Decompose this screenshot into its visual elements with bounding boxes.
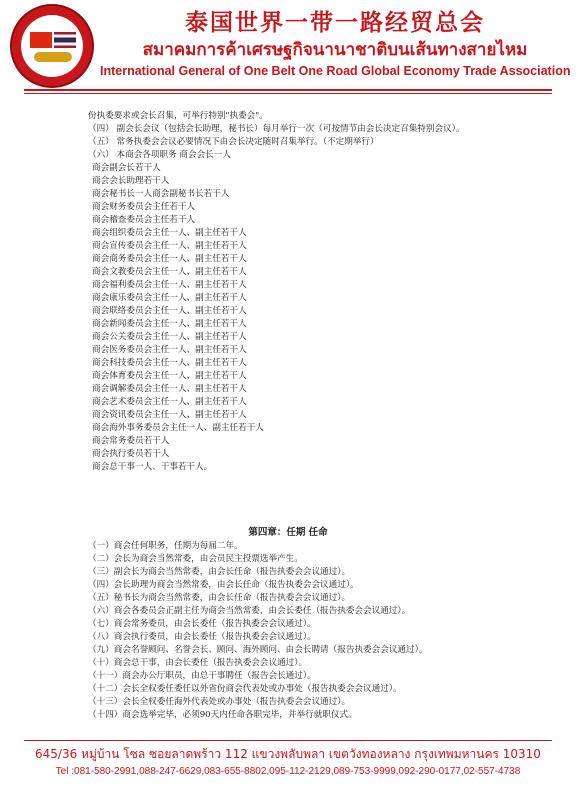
header-divider xyxy=(24,89,552,91)
position-item: 商会资讯委员会主任一人、副主任若干人 xyxy=(92,410,247,420)
chapter-item: （三）副会长为商会当然常委，由会长任命（报告执委会会议通过）。 xyxy=(88,567,351,577)
position-item: 商会会长助理若干人 xyxy=(92,176,170,186)
header-divider-thin xyxy=(24,93,552,94)
association-name-thai: สมาคมการค้าเศรษฐกิจนานาชาติบนเส้นทางสายไหม xyxy=(142,40,528,60)
china-flag-icon xyxy=(30,32,52,48)
chapter-item: （十二）会长全权委任委任以外省份商会代表处或办事处（报告执委会会议通过）。 xyxy=(88,684,402,694)
chapter-heading: 第四章：任期 任命 xyxy=(248,527,328,538)
chapter-item: （二）会长为商会当然常委，由会员民主投票选举产生。 xyxy=(88,554,303,564)
intro-line: （四） 副会长会议（包括会长助理，秘书长）每月举行一次（可按情节由会长决定召集特别会议）。 xyxy=(88,124,465,134)
position-item: 商会医务委员会主任一人、副主任若干人 xyxy=(92,345,247,355)
intro-line: 份执委要求或会长召集，可举行特别"执委会"。 xyxy=(88,111,268,121)
footer-divider xyxy=(24,740,552,741)
association-seal-logo xyxy=(10,4,94,88)
chapter-item: （九）商会名誉顾问、名誉会长、顾问、海外顾问、由会长聘请（报告执委会会议通过）。 xyxy=(88,645,428,655)
position-item: 商会公关委员会主任一人、副主任若干人 xyxy=(92,332,247,342)
position-item: 商会新闻委员会主任一人、副主任若干人 xyxy=(92,319,247,329)
position-item: 商会副会长若干人 xyxy=(92,163,161,173)
position-item: 商会康乐委员会主任一人、副主任若干人 xyxy=(92,293,247,303)
chapter-item: （七）商会常务委员，由会长委任（报告执委会会议通过）。 xyxy=(88,619,316,629)
position-item: 商会福利委员会主任一人、副主任若干人 xyxy=(92,280,247,290)
position-item: 商会稽查委员会主任若干人 xyxy=(92,215,196,225)
chapter-items xyxy=(88,540,528,722)
position-item: 商会常务委员若干人 xyxy=(92,436,170,446)
letterhead xyxy=(0,0,576,96)
position-item: 商会体育委员会主任一人、副主任若干人 xyxy=(92,371,247,381)
chapter-item: （五）秘书长为商会当然常委，由会长任命（报告执委会会议通过）。 xyxy=(88,593,351,603)
thailand-flag-icon xyxy=(54,32,76,48)
position-item: 商会财务委员会主任若干人 xyxy=(92,202,196,212)
position-item: 商会文教委员会主任一人、副主任若干人 xyxy=(92,267,247,277)
position-item: 商会秘书长一人商会副秘书长若干人 xyxy=(92,189,230,199)
footer-address: 645/36 หมู่บ้าน โซล ซอยลาดพร้าว 112 แขวงพลับพลา เขตวังทองหลาง กรุงเทพมหานคร 10310 xyxy=(35,747,541,761)
position-item: 商会调解委员会主任一人、副主任若干人 xyxy=(92,384,247,394)
handshake-icon xyxy=(34,52,72,62)
association-name-english: International General of One Belt One Road Global Economy Trade Association xyxy=(100,64,571,78)
position-item: 商会商务委员会主任一人、副主任若干人 xyxy=(92,254,247,264)
chapter-item: （十三）会长全权委任海外代表处或办事处（报告执委会会议通过）。 xyxy=(88,697,351,707)
position-item: 商会宣传委员会主任一人、副主任若干人 xyxy=(92,241,247,251)
chapter-item: （一）商会任何职务，任期为每届二年。 xyxy=(88,541,243,551)
position-item: 商会联络委员会主任一人、副主任若干人 xyxy=(92,306,247,316)
bylaws-body xyxy=(88,110,528,474)
chapter-item: （八）商会执行委员，由会长委任（报告执委会会议通过）。 xyxy=(88,632,316,642)
footer-telephone: Tel :081-580-2991,088-247-6629,083-655-8802,095-112-2129,089-753-9999,092-290-0177,02-557-4738 xyxy=(55,766,521,777)
position-item: 商会科技委员会主任一人、副主任若干人 xyxy=(92,358,247,368)
position-item: 商会组织委员会主任一人、副主任若干人 xyxy=(92,228,247,238)
chapter-item: （十四）商会选举完毕，必须90天内任命各职完毕，并举行就职仪式。 xyxy=(88,710,357,720)
intro-line: （五） 常务执委会会议必要情况下由会长决定随时召集举行。（不定期举行） xyxy=(88,137,379,147)
chapter-item: （四）会长助理为商会当然常委，由会长任命（报告执委会会议通过）。 xyxy=(88,580,359,590)
association-name-chinese: 泰国世界一带一路经贸总会 xyxy=(185,9,485,36)
position-item: 商会海外事务委员会主任一人、副主任若干人 xyxy=(92,423,264,433)
position-item: 商会执行委员若干人 xyxy=(92,449,170,459)
position-item: 商会艺术委员会主任一人、副主任若干人 xyxy=(92,397,247,407)
position-item: 商会总干事一人、干事若干人。 xyxy=(92,462,213,472)
chapter-item: （十）商会总干事，由会长委任（报告执委会会议通过）。 xyxy=(88,658,308,668)
chapter-item: （六）商会各委员会正副主任为商会当然常委，由会长委任（报告执委会会议通过）。 xyxy=(88,606,411,616)
intro-line: （六） 本商会各项职务 商会会长一人 xyxy=(88,150,231,160)
chapter-item: （十一）商会办公厅职员，由总干事聘任（报告会长通过）。 xyxy=(88,671,316,681)
